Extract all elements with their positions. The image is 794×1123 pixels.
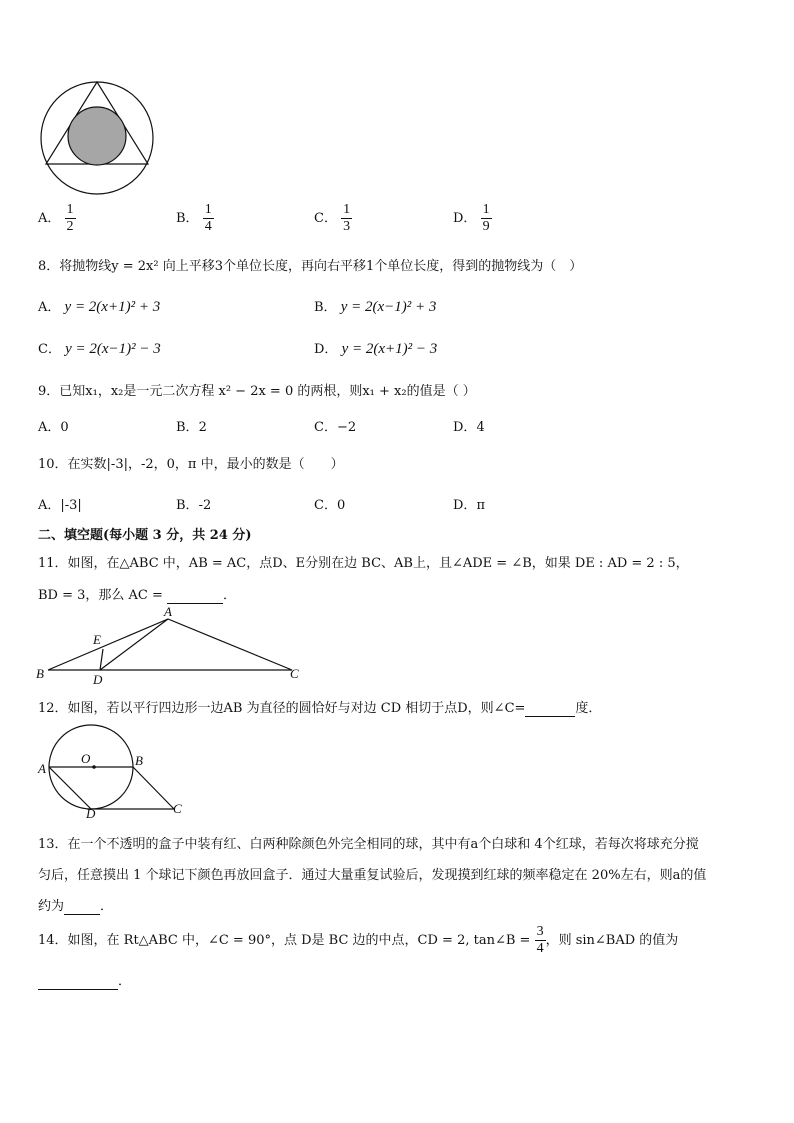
q12-answer-blank[interactable] [525, 701, 575, 717]
q14-answer-blank[interactable] [38, 974, 118, 990]
q9-option-c: C．−2 [314, 420, 357, 435]
q13-stem-line1: 13．在一个不透明的盒子中装有红、白两种除颜色外完全相同的球，其中有a个白球和 4个红球，若每次将球充分搅 [38, 837, 699, 852]
section-title-fill-in: 二、填空题(每小题 3 分，共 24 分) [38, 528, 252, 543]
segment-de [100, 649, 103, 670]
q10-option-c: C．0 [314, 498, 346, 513]
q12-stem: 12．如图，若以平行四边形一边AB 为直径的圆恰好与对边 CD 相切于点D，则∠C= 度． [38, 701, 602, 716]
q10-stem: 10．在实数|-3|，-2，0，π 中，最小的数是（ ） [38, 457, 344, 472]
q9-option-d: D．4 [453, 420, 485, 435]
q7-option-a: A． $\frac{1}{2}$ [38, 202, 74, 234]
label-c: C [173, 801, 182, 816]
q7-figure [36, 80, 160, 196]
q8-stem: 8．将抛物线y = 2x² 向上平移3个单位长度，再向右平移1个单位长度，得到的抛物线为（ ） [38, 259, 583, 274]
segment-bc [133, 767, 174, 809]
q14-stem-line2: ． [38, 970, 131, 990]
segment-ad [100, 619, 168, 670]
label-a: A [164, 604, 172, 619]
center-point [92, 765, 96, 769]
q11-stem-line2: BD = 3，那么 AC = ． [38, 588, 237, 603]
label-b: B [135, 753, 143, 768]
q8-option-c: C． y = 2(x−1)² − 3 [38, 341, 161, 357]
label-a: A [38, 761, 46, 776]
q12-figure [36, 722, 186, 818]
q11-stem-line1: 11．如图，在△ABC 中，AB = AC，点D、E分别在边 BC、AB上，且∠ADE = ∠B，如果 DE : AD = 2 : 5， [38, 556, 689, 571]
q13-stem-line3: 约为 ． [38, 899, 114, 914]
q14-stem: 14．如图，在 Rt△ABC 中，∠C = 90°，点 D是 BC 边的中点，CD = 2, tan∠B = $\frac{3}{4}$ ，则 sin∠BAD 的值为 [38, 924, 679, 956]
q13-answer-blank[interactable] [64, 899, 100, 915]
label-o: O [81, 751, 91, 766]
q10-option-a: A．|-3| [38, 498, 82, 513]
q10-option-b: B．-2 [176, 498, 212, 513]
q10-option-d: D．π [453, 498, 485, 513]
q11-answer-blank[interactable] [167, 588, 223, 604]
label-d: D [93, 672, 103, 686]
q7-option-d: D． $\frac{1}{9}$ [453, 202, 490, 234]
q8-option-a: A． y = 2(x+1)² + 3 [38, 299, 161, 315]
q13-stem-line2: 匀后，任意摸出 1 个球记下颜色再放回盒子．通过大量重复试验后，发现摸到红球的频率稳定在 20%左右，则a的值 [38, 868, 707, 883]
triangle-abc [48, 619, 292, 670]
q7-option-b: B． $\frac{1}{4}$ [176, 202, 212, 234]
shaded-incircle [68, 107, 126, 165]
label-e: E [93, 632, 101, 647]
q8-option-d: D． y = 2(x+1)² − 3 [314, 341, 438, 357]
q8-option-b: B． y = 2(x−1)² + 3 [314, 299, 437, 315]
q11-figure [34, 604, 306, 686]
label-c: C [290, 666, 299, 681]
q9-option-b: B．2 [176, 420, 207, 435]
q9-option-a: A．0 [38, 420, 69, 435]
q9-stem: 9．已知x₁，x₂是一元二次方程 x² − 2x = 0 的两根，则x₁ + x₂的值是（ ） [38, 384, 476, 399]
q7-option-c: C． $\frac{1}{3}$ [314, 202, 351, 234]
label-b: B [36, 666, 44, 681]
label-d: D [86, 806, 96, 818]
